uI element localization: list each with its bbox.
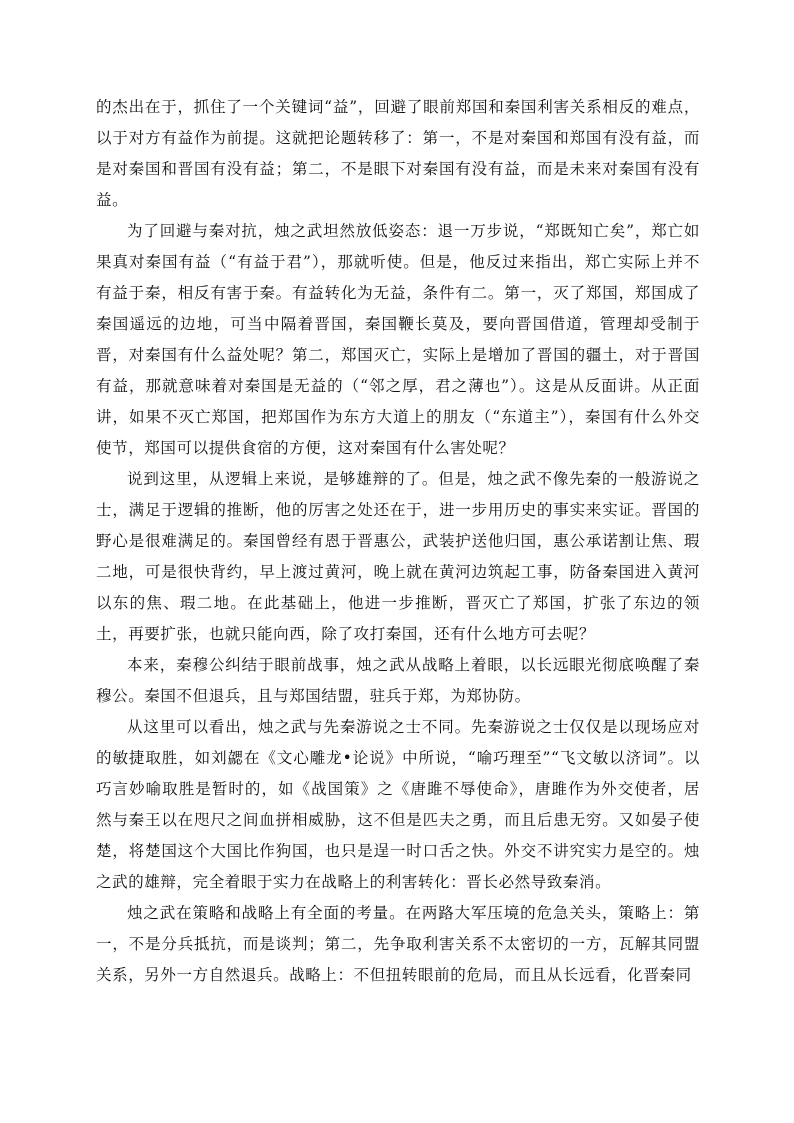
paragraph-strategy-tactics: 烛之武在策略和战略上有全面的考量。在两路大军压境的危急关头，策略上：第一，不是分兵抵抗，而是谈判；第二，先争取利害关系不太密切的一方，瓦解其同盟关系，另外一方自然退兵。战略上：不但扭转眼前的危局，而且从长远看，化晋秦同 xyxy=(96,904,700,984)
paragraph-comparison: 从这里可以看出，烛之武与先秦游说之士不同。先秦游说之士仅仅是以现场应对的敏捷取胜，如刘勰在《文心雕龙•论说》中所说，“喻巧理至”“飞文敏以济词”。以巧言妙喻取胜是暂时的，如《战国策》之《唐雎不辱使命》，唐雎作为外交使者，居然与秦王以在咫尺之间血拼相威胁，这不但是匹夫之勇，而且后患无穷。又如晏子使楚，将楚国这个大国比作狗国，也只是逞一时口舌之快。外交不讲究实力是空的。烛之武的雄辩，完全着眼于实力在战略上的利害转化：晋长必然导致秦消。 xyxy=(96,718,700,891)
paragraph-historical-evidence: 说到这里，从逻辑上来说，是够雄辩的了。但是，烛之武不像先秦的一般游说之士，满足于逻辑的推断，他的厉害之处还在于，进一步用历史的事实来实证。晋国的野心是很难满足的。秦国曾经有恩于晋惠公，武装护送他归国，惠公承诺割让焦、瑕二地，可是很快背约，早上渡过黄河，晚上就在黄河边筑起工事，防备秦国进入黄河以东的焦、瑕二地。在此基础上，他进一步推断，晋灭亡了郑国，扩张了东边的领土，再要扩张，也就只能向西，除了攻打秦国，还有什么地方可去呢？ xyxy=(96,470,700,643)
paragraph-strategic-outcome: 本来，秦穆公纠结于眼前战事，烛之武从战略上着眼，以长远眼光彻底唤醒了秦穆公。秦国不但退兵，且与郑国结盟，驻兵于郑，为郑协防。 xyxy=(96,656,700,705)
paragraph-retreat-argument: 为了回避与秦对抗，烛之武坦然放低姿态：退一万步说，“郑既知亡矣”，郑亡如果真对秦国有益（“有益于君”），那就听使。但是，他反过来指出，郑亡实际上并不有益于秦，相反有害于秦。有益转化为无益，条件有二。第一，灭了郑国，郑国成了秦国遥远的边地，可当中隔着晋国，秦国鞭长莫及，要向晋国借道，管理却受制于晋，对秦国有什么益处呢？第二，郑国灭亡，实际上是增加了晋国的疆土，对于晋国有益，那就意味着对秦国是无益的（“邻之厚，君之薄也”）。这是从反面讲。从正面讲，如果不灭亡郑国，把郑国作为东方大道上的朋友（“东道主”），秦国有什么外交使节，郑国可以提供食宿的方便，这对秦国有什么害处呢？ xyxy=(96,222,700,457)
article-body xyxy=(96,92,700,991)
paragraph-continuation: 的杰出在于，抓住了一个关键词“益”，回避了眼前郑国和秦国利害关系相反的难点，以于对方有益作为前提。这就把论题转移了：第一，不是对秦国和郑国有没有益，而是对秦国和晋国有没有益；第二，不是眼下对秦国有没有益，而是未来对秦国有没有益。 xyxy=(96,98,700,209)
